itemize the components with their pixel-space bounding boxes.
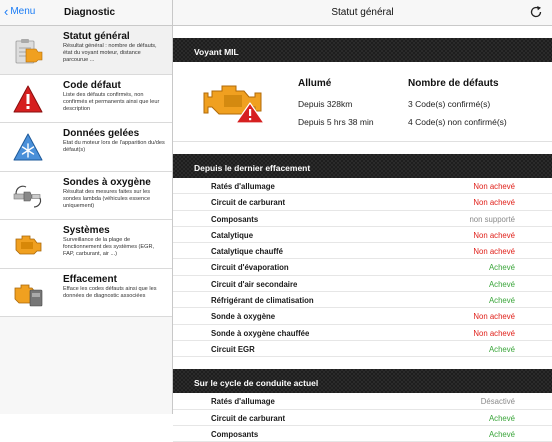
warning-icon	[12, 84, 44, 114]
sidebar	[0, 0, 173, 414]
monitor-label: Composants	[211, 214, 259, 224]
section-gap	[173, 142, 552, 154]
monitor-row	[173, 393, 552, 409]
monitor-label: Composants	[211, 429, 259, 439]
monitor-status: Achevé	[488, 413, 515, 423]
monitor-label: Catalytique	[211, 230, 254, 240]
monitor-row	[173, 292, 552, 308]
sidebar-item-title: Code défaut	[63, 79, 121, 91]
monitor-row	[173, 259, 552, 275]
mil-section-header: Voyant MIL	[173, 38, 552, 62]
monitor-label: Circuit de carburant	[211, 198, 286, 208]
sidebar-item-code-defaut[interactable]	[0, 75, 172, 124]
mil-since-time: Depuis 5 hrs 38 min	[298, 117, 374, 127]
monitor-row	[173, 178, 552, 194]
sidebar-title: Diagnostic	[64, 7, 116, 18]
monitor-status: non supporté	[469, 214, 515, 224]
sidebar-item-desc: Efface les codes défauts ainsi que les données de diagnostic associées	[63, 285, 157, 299]
monitor-row	[173, 211, 552, 227]
mil-status: Allumé	[298, 78, 332, 89]
monitor-status: Non achevé	[473, 328, 515, 338]
since-clear-list	[173, 178, 552, 357]
sidebar-item-desc: Résultat des mesures faites sur les sondes lambda (véhicules essence uniquement)	[63, 188, 151, 209]
menu-back-button[interactable]	[4, 3, 36, 19]
main-nav-bar	[173, 0, 552, 26]
drive-cycle-section-header: Sur le cycle de conduite actuel	[173, 369, 552, 393]
engine-systems-icon	[12, 229, 44, 259]
monitor-row	[173, 410, 552, 426]
drive-cycle-list	[173, 393, 552, 442]
page-title: Statut général	[331, 7, 394, 18]
sidebar-item-systemes[interactable]	[0, 220, 172, 269]
monitor-status: Désactivé	[480, 397, 515, 407]
sidebar-item-title: Sondes à oxygène	[63, 176, 151, 188]
menu-back-label: Menu	[10, 6, 36, 17]
monitor-row	[173, 243, 552, 259]
top-gap	[173, 26, 552, 38]
monitor-label: Ratés d'allumage	[211, 397, 275, 407]
monitor-row	[173, 276, 552, 292]
monitor-row	[173, 308, 552, 324]
sidebar-item-desc: Liste des défauts confirmés, non confirmés et permanents ainsi que leur description	[63, 91, 160, 112]
sidebar-item-title: Systèmes	[63, 225, 110, 236]
monitor-label: Circuit EGR	[211, 344, 255, 354]
monitor-row	[173, 325, 552, 341]
monitor-status: Non achevé	[473, 198, 515, 208]
monitor-status: Non achevé	[473, 182, 515, 191]
monitor-label: Sonde à oxygène chauffée	[211, 328, 310, 338]
monitor-label: Réfrigérant de climatisation	[211, 296, 314, 306]
sidebar-item-statut-general[interactable]	[0, 26, 172, 75]
monitor-label: Sonde à oxygène	[211, 312, 276, 322]
monitor-status: Achevé	[488, 296, 515, 306]
sidebar-item-sondes-oxygene[interactable]	[0, 172, 172, 221]
monitor-label: Ratés d'allumage	[211, 182, 275, 191]
sidebar-nav-bar	[0, 0, 172, 26]
monitor-label: Catalytique chauffé	[211, 247, 283, 257]
sidebar-item-effacement[interactable]	[0, 269, 172, 318]
engine-eraser-icon	[12, 278, 44, 308]
sidebar-item-desc: Surveillance de la plage de fonctionnement des systèmes (EGR, FAP, carburant, air ...)	[63, 237, 155, 257]
monitor-row	[173, 194, 552, 210]
monitor-label: Circuit d'évaporation	[211, 263, 289, 273]
monitor-row	[173, 227, 552, 243]
faults-title: Nombre de défauts	[408, 78, 499, 89]
monitor-label: Circuit de carburant	[211, 413, 286, 423]
monitor-label: Circuit d'air secondaire	[211, 279, 298, 289]
faults-confirmed: 3 Code(s) confirmé(s)	[408, 99, 491, 109]
sidebar-item-desc: Etat du moteur lors de l'apparition du/des défaut(s)	[63, 140, 165, 153]
oxygen-sensor-icon	[12, 181, 44, 211]
monitor-status: Non achevé	[473, 230, 515, 240]
since-clear-section-header: Depuis le dernier effacement	[173, 154, 552, 178]
engine-warning-icon	[206, 77, 268, 125]
mil-panel	[173, 62, 552, 142]
monitor-status: Achevé	[488, 429, 515, 439]
monitor-row	[173, 426, 552, 442]
monitor-status: Achevé	[488, 279, 515, 289]
monitor-status: Achevé	[488, 344, 515, 354]
sidebar-item-title: Effacement	[63, 273, 117, 285]
monitor-status: Non achevé	[473, 312, 515, 322]
section-gap	[173, 357, 552, 369]
monitor-status: Non achevé	[473, 247, 515, 257]
refresh-icon[interactable]	[529, 5, 543, 19]
chevron-left-icon: ‹	[4, 3, 9, 19]
clipboard-engine-icon	[12, 35, 44, 65]
sidebar-item-desc: Résultat général : nombre de défauts, état du voyant moteur, distance parcourue ...	[63, 43, 157, 63]
faults-unconfirmed: 4 Code(s) non confirmé(s)	[408, 117, 507, 127]
sidebar-item-title: Données gelées	[63, 128, 140, 139]
sidebar-item-donnees-gelees[interactable]	[0, 123, 172, 172]
monitor-row	[173, 341, 552, 357]
sidebar-item-title: Statut général	[63, 31, 130, 42]
main-panel	[173, 0, 552, 439]
snowflake-warning-icon	[12, 132, 44, 162]
monitor-status: Achevé	[488, 263, 515, 273]
mil-since-km: Depuis 328km	[298, 99, 353, 109]
